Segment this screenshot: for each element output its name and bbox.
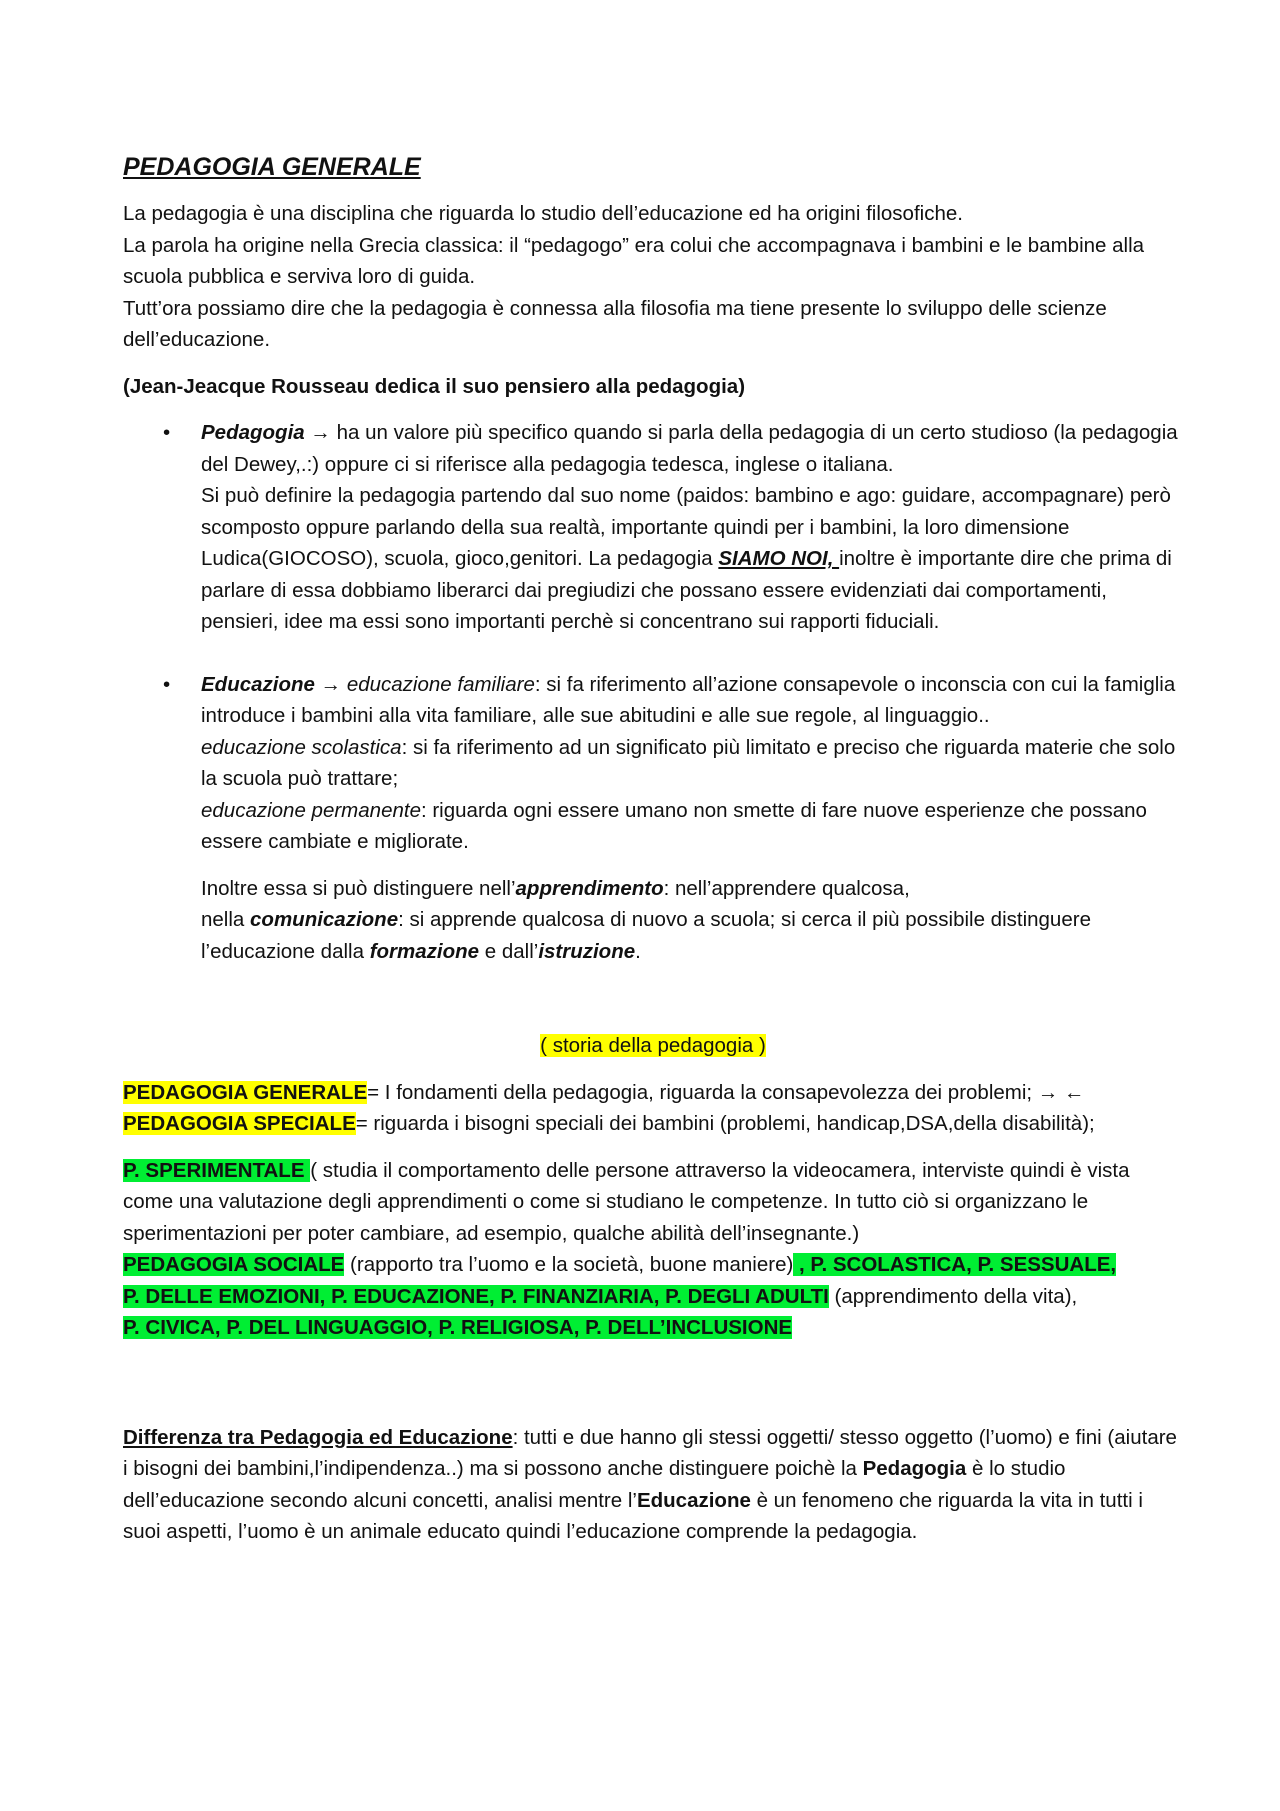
rousseau-note: (Jean-Jeacque Rousseau dedica il suo pensiero alla pedagogia) xyxy=(123,374,746,398)
bullet-educazione xyxy=(123,669,1183,858)
familiare-text: : si fa riferimento all’azione consapevole o inconscia con cui la famiglia introduce i bambini alla vita familiare, alle sue abitudini e alle sue regole, al linguaggio.. xyxy=(201,672,1176,727)
sociale-label: PEDAGOGIA SOCIALE xyxy=(123,1253,345,1276)
inoltre-text-h: e dall’ xyxy=(479,939,539,963)
speciale-text: = riguarda i bisogni speciali dei bambini (problemi, handicap,DSA,della disabilità); xyxy=(355,1112,1095,1135)
pedagogia-text-1: ha un valore più specifico quando si parla della pedagogia di un certo studioso (la pedagogia del Dewey,.:) oppure ci si riferisce alla pedagogia tedesca, inglese o italiana. xyxy=(201,421,1178,476)
inoltre-paragraph xyxy=(123,873,1183,968)
bullet-dot: • xyxy=(163,672,171,696)
branches-list-2: P. DELLE EMOZIONI, P. EDUCAZIONE, P. FINANZIARIA, P. DEGLI ADULTI xyxy=(123,1284,829,1308)
intro-paragraph xyxy=(123,198,1183,356)
sperimentale-label: P. SPERIMENTALE xyxy=(123,1158,311,1182)
pedagogia-text-3: inoltre è importante dire che prima di parlare di essa dobbiamo liberarci dai pregiudizi che possano essere evidenziati dai comportamenti, pensieri, idee ma essi sono importanti perchè si concentrano sui rapporti fiduciali. xyxy=(201,547,1172,633)
speciale-label: PEDAGOGIA SPECIALE xyxy=(123,1112,356,1135)
sub-familiare: educazione familiare xyxy=(341,672,535,696)
intro-line-2: La parola ha origine nella Grecia classica: il “pedagogo” era colui che accompagnava i bambini e le bambine alla scuola pubblica e serviva loro di guida. xyxy=(123,233,1145,288)
arrow-icon: → xyxy=(310,421,331,444)
educazione-bold: Educazione xyxy=(636,1488,751,1512)
scolastica-text: : si fa riferimento ad un significato più limitato e preciso che riguarda materie che solo la scuola può trattare; xyxy=(201,735,1176,790)
branches-paragraph xyxy=(123,1155,1183,1344)
istruzione-term: istruzione xyxy=(538,939,636,963)
storia-heading xyxy=(123,1030,1183,1062)
intro-line-3: Tutt’ora possiamo dire che la pedagogia è connessa alla filosofia ma tiene presente lo sviluppo delle scienze dell’educazione. xyxy=(123,296,1107,351)
arrow-icon: → xyxy=(320,672,342,696)
inoltre-text-c: : nell’apprendere qualcosa, xyxy=(663,876,910,900)
intro-line-1: La pedagogia è una disciplina che riguarda lo studio dell’educazione ed ha origini filosofiche. xyxy=(123,202,963,225)
apprendimento-term: apprendimento xyxy=(515,876,664,900)
pedagogia-bold: Pedagogia xyxy=(862,1457,967,1480)
branches-list-1: , P. SCOLASTICA, P. SESSUALE, xyxy=(793,1253,1117,1276)
permanente-text: : riguarda ogni essere umano non smette di fare nuove esperienze che possano essere cambiate e migliorate. xyxy=(201,798,1147,853)
sub-permanente: educazione permanente xyxy=(201,798,421,822)
inoltre-text-a: Inoltre essa si può distinguere nell’ xyxy=(201,876,516,900)
term-educazione: Educazione xyxy=(201,672,315,696)
inoltre-text-d: nella xyxy=(201,908,251,931)
differenza-text-1: : tutti e due hanno gli stessi oggetti/ stesso oggetto (l’uomo) e fini (aiutare i bisogni dei bambini,l’indipendenza..) ma si possono anche distinguere poichè la xyxy=(123,1425,1177,1480)
formazione-term: formazione xyxy=(369,939,480,963)
differenza-label: Differenza tra Pedagogia ed Educazione xyxy=(123,1425,513,1449)
differenza-text-3: è un fenomeno che riguarda la vita in tutti i suoi aspetti, l’uomo è un animale educato quindi l’educazione comprende la pedagogia. xyxy=(123,1488,1143,1543)
document-page xyxy=(123,150,1183,1548)
document-title: PEDAGOGIA GENERALE xyxy=(123,153,421,181)
bullet-pedagogia xyxy=(123,417,1183,638)
branches-list-3: P. CIVICA, P. DEL LINGUAGGIO, P. RELIGIOSA, P. DELL’INCLUSIONE xyxy=(123,1316,793,1339)
adulti-text: (apprendimento della vita), xyxy=(828,1284,1078,1308)
generale-label: PEDAGOGIA GENERALE xyxy=(123,1080,368,1104)
sperimentale-text: ( studia il comportamento delle persone attraverso la videocamera, interviste quindi è vista come una valutazione degli apprendimenti o come si studiano le competenze. In tutto ciò si organizzano le sperimentazioni per poter cambiare, ad esempio, qualche abilità dell’insegnante.) xyxy=(123,1158,1130,1245)
bullet-dot: • xyxy=(163,421,171,444)
sociale-text: (rapporto tra l’uomo e la società, buone maniere) xyxy=(344,1253,794,1276)
storia-label: ( storia della pedagogia ) xyxy=(540,1034,766,1057)
term-pedagogia: Pedagogia xyxy=(201,421,305,444)
inoltre-text-f: : si apprende qualcosa di nuovo a scuola; si cerca il più possibile distinguere l’educazione dalla xyxy=(201,908,1091,963)
generale-text: = I fondamenti della pedagogia, riguarda la consapevolezza dei problemi; → ← xyxy=(367,1080,1085,1104)
siamo-noi: SIAMO NOI, xyxy=(718,547,840,570)
differenza-paragraph xyxy=(123,1422,1183,1548)
sub-scolastica: educazione scolastica xyxy=(201,735,402,759)
comunicazione-term: comunicazione xyxy=(250,908,399,931)
inoltre-text-j: . xyxy=(635,939,641,963)
pedagogia-text-2: Si può definire la pedagogia partendo dal suo nome (paidos: bambino e ago: guidare, accompagnare) però scomposto oppure parlando della sua realtà, importante quindi per i bambini, la loro dimensione Ludica(GIOCOSO), scuola, gioco,genitori. La pedagogia xyxy=(201,484,1171,570)
differenza-text-2: è lo studio dell’educazione secondo alcuni concetti, analisi mentre l’ xyxy=(123,1457,1066,1512)
generale-speciale-paragraph xyxy=(123,1077,1183,1140)
